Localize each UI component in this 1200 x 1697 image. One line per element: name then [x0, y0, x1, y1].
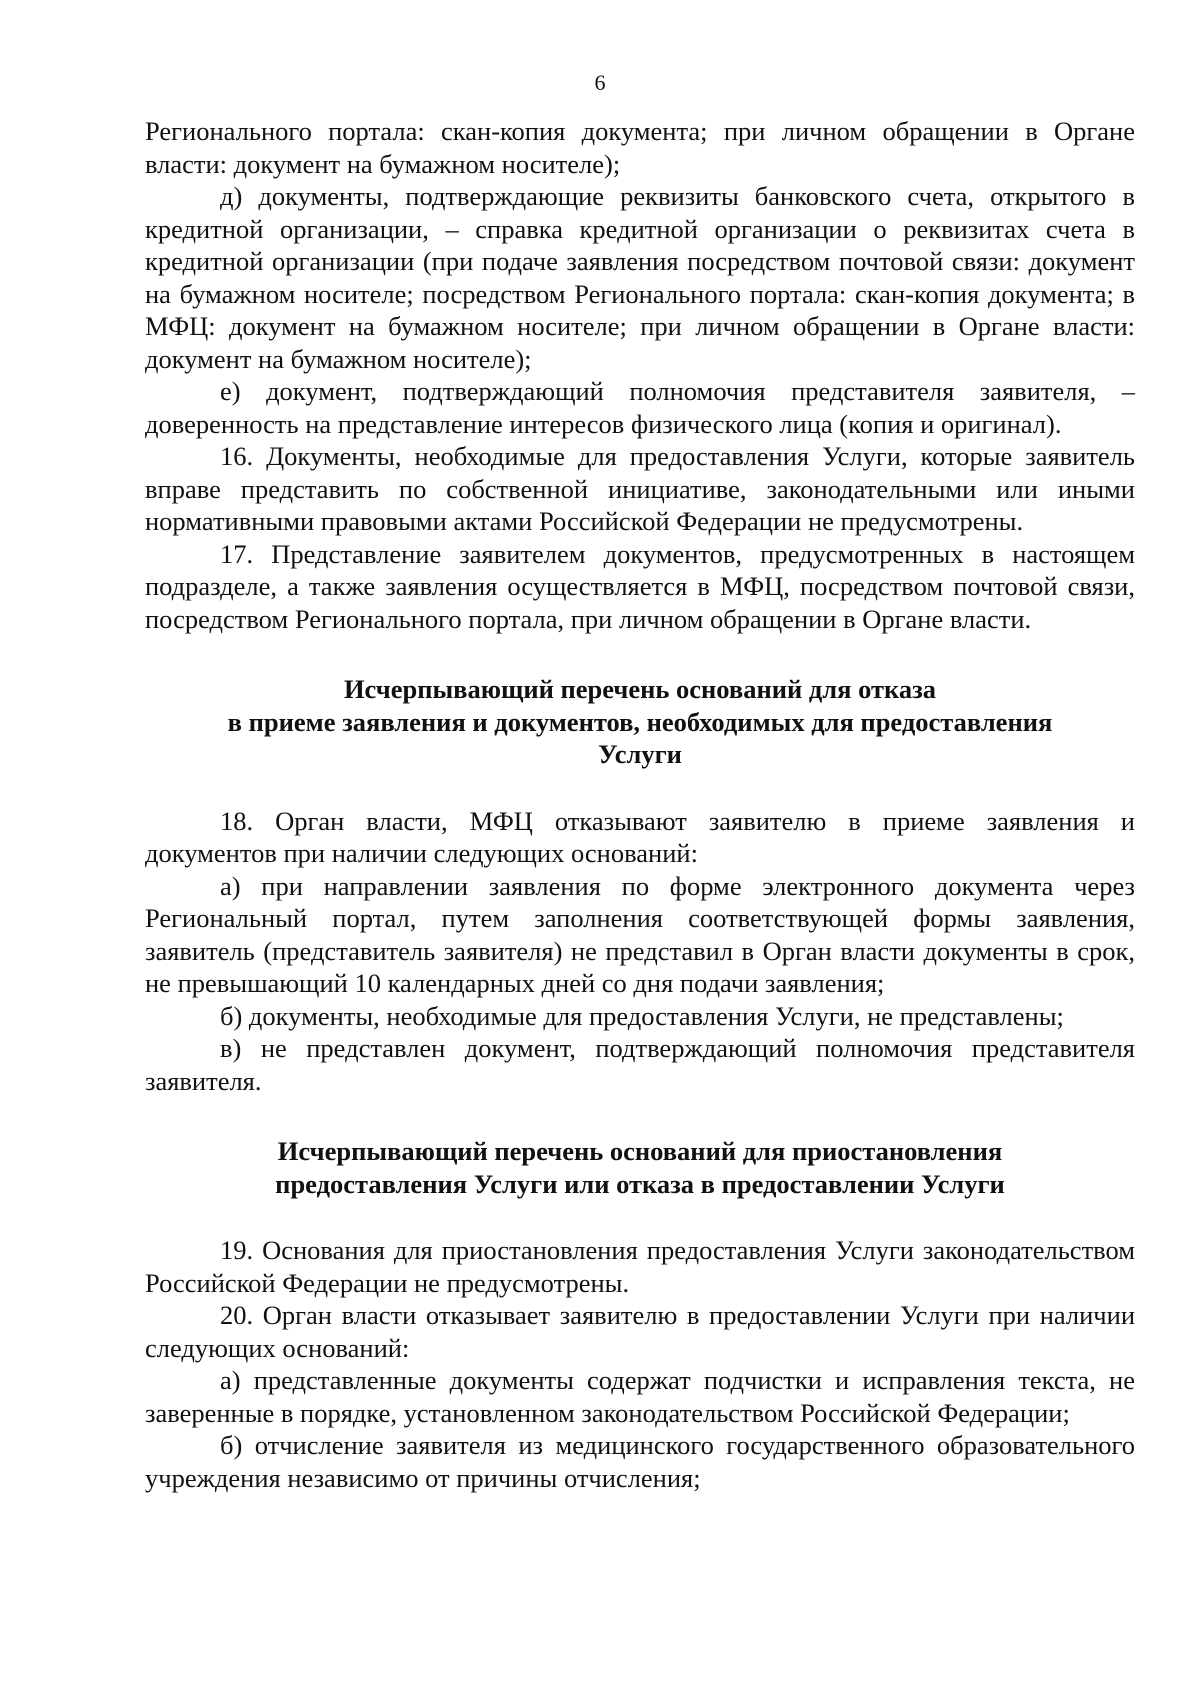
spacer	[145, 1097, 1135, 1135]
paragraph-18-v: в) не представлен документ, подтверждающий полномочия представителя заявителя.	[145, 1033, 1135, 1096]
heading-line: в приеме заявления и документов, необходимых для предоставления	[227, 706, 1053, 737]
paragraph-continuation: Регионального портала: скан-копия документа; при личном обращении в Органе власти: документ на бумажном носителе);	[145, 116, 1135, 179]
section-heading-refusal-reception	[145, 673, 1135, 771]
spacer	[145, 635, 1135, 673]
paragraph-18-a: а) при направлении заявления по форме электронного документа через Региональный портал, путем заполнения соответствующей формы заявления, заявитель (представитель заявителя) не представил в Орган власти документы в срок, не превышающий 10 календарных дней со дня подачи заявления;	[145, 870, 1135, 998]
paragraph-18: 18. Орган власти, МФЦ отказывают заявителю в приеме заявления и документов при наличии следующих оснований:	[145, 805, 1135, 868]
paragraph-item-d: д) документы, подтверждающие реквизиты банковского счета, открытого в кредитной организации, – справка кредитной организации о реквизитах счета в кредитной организации (при подаче заявления посредством почтовой связи: документ на бумажном носителе; посредством Регионального портала: скан-копия документа; в МФЦ: документ на бумажном носителе; при личном обращении в Органе власти: документ на бумажном носителе);	[145, 181, 1135, 374]
heading-line: Исчерпывающий перечень оснований для отказа	[343, 674, 937, 704]
paragraph-item-e: е) документ, подтверждающий полномочия представителя заявителя, – доверенность на представление интересов физического лица (копия и оригинал).	[145, 376, 1135, 439]
heading-line: Услуги	[598, 739, 682, 769]
paragraph-20-b: б) отчисление заявителя из медицинского государственного образовательного учреждения независимо от причины отчисления;	[145, 1430, 1135, 1493]
page-number: 6	[594, 70, 606, 95]
heading-line: предоставления Услуги или отказа в предоставлении Услуги	[275, 1168, 1005, 1199]
paragraph-17: 17. Представление заявителем документов, предусмотренных в настоящем подразделе, а также заявления осуществляется в МФЦ, посредством почтовой связи, посредством Регионального портала, при личном обращении в Органе власти.	[145, 538, 1135, 634]
paragraph-18-b: б) документы, необходимые для предоставления Услуги, не представлены;	[220, 1000, 1064, 1031]
spacer	[145, 1200, 1135, 1234]
paragraph-20-a: а) представленные документы содержат подчистки и исправления текста, не заверенные в порядке, установленном законодательством Российской Федерации;	[145, 1365, 1135, 1428]
paragraph-20: 20. Орган власти отказывает заявителю в предоставлении Услуги при наличии следующих оснований:	[145, 1300, 1135, 1363]
spacer	[145, 771, 1135, 805]
paragraph-16: 16. Документы, необходимые для предоставления Услуги, которые заявитель вправе представить по собственной инициативе, законодательными или иными нормативными правовыми актами Российской Федерации не предусмотрены.	[145, 441, 1135, 536]
document-body	[145, 115, 1135, 1494]
heading-line: Исчерпывающий перечень оснований для приостановления	[277, 1136, 1003, 1166]
paragraph-19: 19. Основания для приостановления предоставления Услуги законодательством Российской Федерации не предусмотрены.	[145, 1235, 1135, 1298]
section-heading-suspension-refusal	[145, 1135, 1135, 1200]
